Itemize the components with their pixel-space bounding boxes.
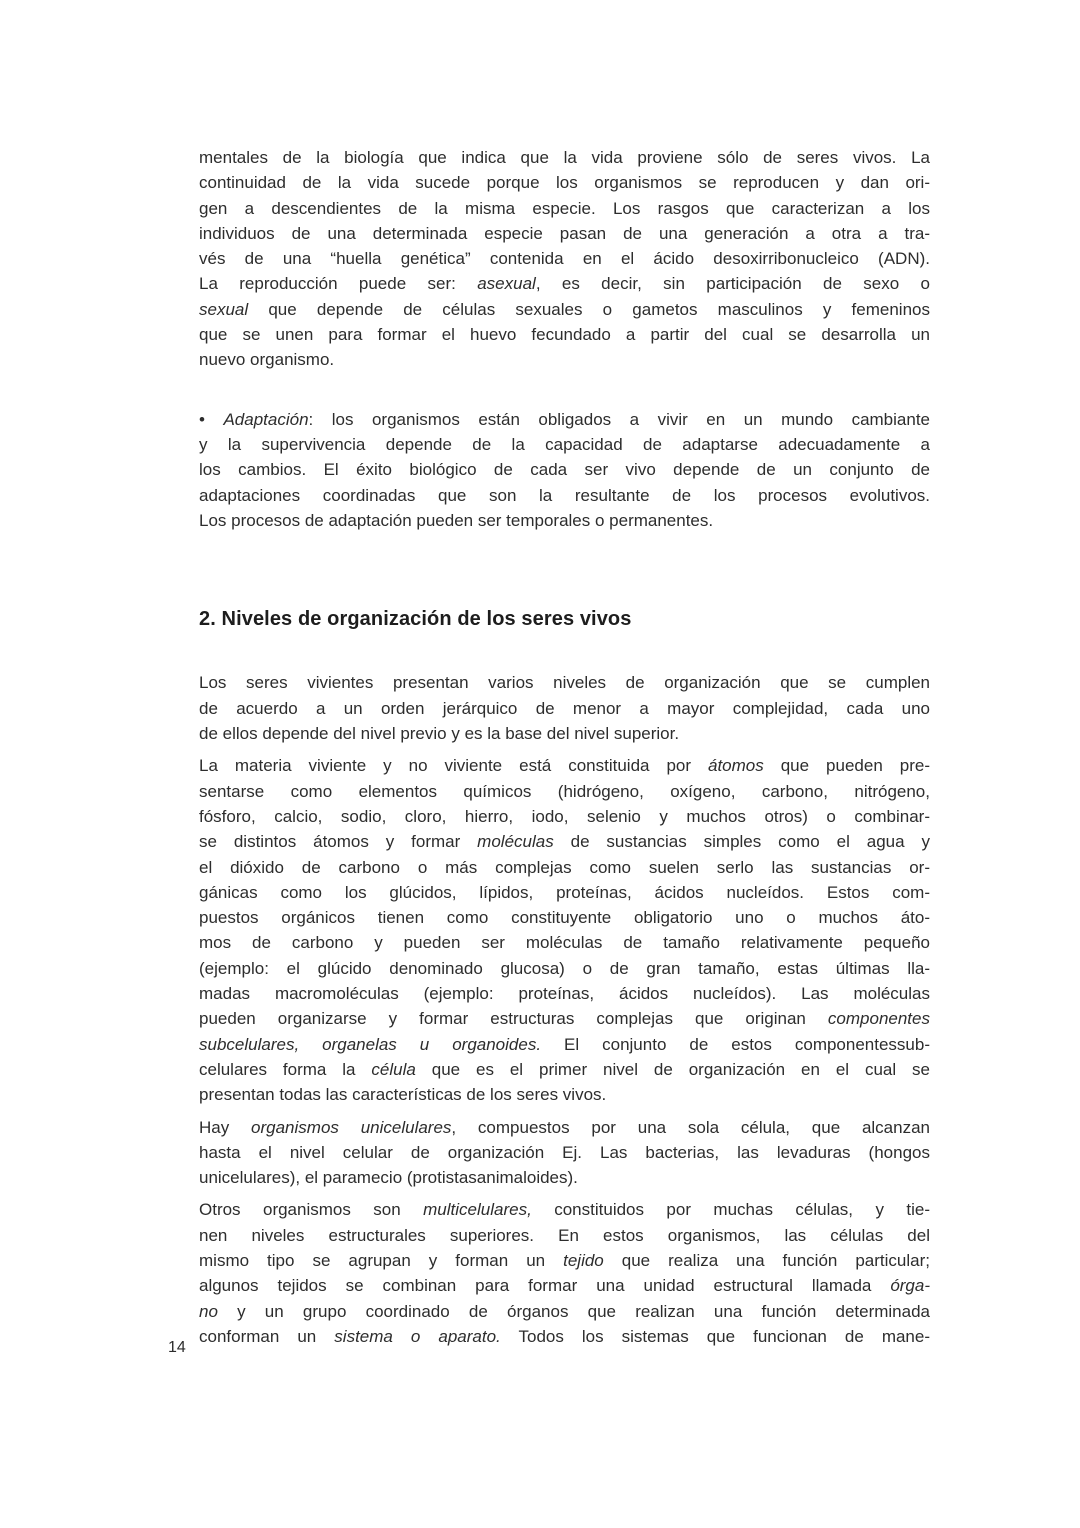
- text-line: [199, 753, 930, 778]
- text-line: [199, 1140, 930, 1165]
- page-number: 14: [168, 1339, 186, 1356]
- body-text: nuevo organismo.: [199, 350, 335, 370]
- body-text: Los procesos de adaptación pueden ser temporales o permanentes.: [199, 510, 714, 530]
- body-text: puestos orgánicos tienen como constituyente obligatorio uno o muchos áto-: [199, 908, 930, 928]
- text-line: [199, 322, 930, 347]
- italic-text: sistema o aparato.: [334, 1326, 501, 1346]
- section-heading-niveles: [199, 607, 930, 632]
- text-line: [199, 981, 930, 1006]
- body-text: que pueden pre-: [763, 756, 930, 776]
- text-line: [199, 804, 930, 829]
- body-text: mismo tipo se agrupan y forman un: [199, 1250, 564, 1270]
- paragraph-multicelulares: [199, 1197, 930, 1349]
- body-text: 2. Niveles de organización de los seres vivos: [199, 608, 632, 631]
- paragraph-niveles-intro: [199, 670, 930, 746]
- body-text: Otros organismos son: [199, 1200, 424, 1220]
- paragraph-unicelulares: [199, 1115, 930, 1191]
- body-text: mentales de la biología que indica que la vida proviene sólo de seres vivos. La: [199, 148, 930, 167]
- text-line: [199, 696, 930, 721]
- body-text: que depende de células sexuales o gametos masculinos y femeninos: [248, 299, 930, 319]
- body-text: conforman un: [199, 1326, 335, 1346]
- body-text: hasta el nivel celular de organización Ej. Las bacterias, las levaduras (hongos: [199, 1142, 930, 1162]
- body-text: El conjunto de estos componentessub-: [541, 1034, 930, 1054]
- body-text: Todos los sistemas que funcionan de mane-: [500, 1326, 930, 1346]
- body-text: adaptaciones coordinadas que son la resultante de los procesos evolutivos.: [199, 485, 930, 505]
- body-text: individuos de una determinada especie pasan de una generación a otra a tra-: [199, 223, 930, 243]
- text-line: [199, 1057, 930, 1082]
- body-text: , compuestos por una sola célula, que alcanzan: [451, 1117, 930, 1137]
- italic-text: subcelulares, organelas u organoides.: [199, 1034, 542, 1054]
- italic-text: multicelulares,: [423, 1200, 532, 1220]
- body-text: : los organismos están obligados a vivir en un mundo cambiante: [308, 409, 930, 429]
- text-line: [199, 347, 930, 372]
- body-text: algunos tejidos se combinan para formar una unidad estructural llamada: [199, 1276, 891, 1296]
- body-text: constituidos por muchas células, y tie-: [531, 1200, 930, 1220]
- paragraph-reproduccion: [199, 145, 930, 373]
- text-line: [199, 145, 930, 170]
- body-text: unicelulares), el paramecio (protistasanimaloides).: [199, 1168, 578, 1188]
- text-line: [199, 297, 930, 322]
- text-line: [199, 221, 930, 246]
- text-line: [199, 930, 930, 955]
- text-line: [199, 779, 930, 804]
- italic-text: moléculas: [477, 832, 554, 852]
- body-text: fósforo, calcio, sodio, cloro, hierro, iodo, selenio y muchos otros) o combinar-: [199, 806, 930, 826]
- body-text: madas macromoléculas (ejemplo: proteínas, ácidos nucleídos). Las moléculas: [199, 984, 930, 1004]
- body-text: de ellos depende del nivel previo y es la base del nivel superior.: [199, 724, 680, 744]
- text-line: [199, 1248, 930, 1273]
- text-line: [199, 1299, 930, 1324]
- body-text: y la supervivencia depende de la capacidad de adaptarse adecuadamente a: [199, 434, 930, 454]
- text-line: [199, 1032, 930, 1057]
- body-text: La materia viviente y no viviente está constituida por: [199, 756, 708, 776]
- body-text: Hay: [199, 1117, 252, 1137]
- body-text: que es el primer nivel de organización en el cual se: [415, 1059, 930, 1079]
- text-line: [199, 1197, 930, 1222]
- italic-text: tejido: [563, 1250, 604, 1270]
- body-text: continuidad de la vida sucede porque los organismos se reproducen y dan ori-: [199, 173, 930, 193]
- italic-text: órga-: [890, 1276, 930, 1296]
- text-line: [199, 1223, 930, 1248]
- text-line: [199, 483, 930, 508]
- text-line: [199, 1165, 930, 1190]
- italic-text: organismos unicelulares: [251, 1117, 452, 1137]
- body-text: (ejemplo: el glúcido denominado glucosa) o de gran tamaño, estas últimas lla-: [199, 958, 930, 978]
- paragraph-atomos-moleculas: [199, 753, 930, 1107]
- text-line: [199, 271, 930, 296]
- text-line: [199, 855, 930, 880]
- text-line: [199, 829, 930, 854]
- body-text: se distintos átomos y formar: [199, 832, 478, 852]
- body-text: el dióxido de carbono o más complejas como suelen serlo las sustancias or-: [199, 857, 930, 877]
- text-line: [199, 457, 930, 482]
- body-text: mos de carbono y pueden ser moléculas de tamaño relativamente pequeño: [199, 933, 930, 953]
- body-text: nen niveles estructurales superiores. En estos organismos, las células del: [199, 1225, 930, 1245]
- text-column: [199, 145, 930, 1356]
- text-line: [199, 956, 930, 981]
- body-text: los cambios. El éxito biológico de cada ser vivo depende de un conjunto de: [199, 460, 930, 480]
- text-line: [199, 880, 930, 905]
- body-text: de acuerdo a un orden jerárquico de menor a mayor complejidad, cada uno: [199, 698, 930, 718]
- body-text: La reproducción puede ser:: [199, 274, 478, 294]
- text-line: [199, 170, 930, 195]
- text-line: [199, 1115, 930, 1140]
- body-text: celulares forma la: [199, 1059, 372, 1079]
- text-line: [199, 508, 930, 533]
- text-line: [199, 1082, 930, 1107]
- italic-text: no: [199, 1301, 218, 1321]
- text-line: [199, 607, 930, 632]
- text-line: [199, 670, 930, 695]
- text-line: [199, 196, 930, 221]
- body-text: y un grupo coordinado de órganos que realizan una función determinada: [217, 1301, 930, 1321]
- body-text: vés de una “huella genética” contenida en el ácido desoxirribonucleico (ADN).: [199, 249, 930, 269]
- text-line: [199, 246, 930, 271]
- text-line: [199, 432, 930, 457]
- bullet-adaptacion: [199, 407, 930, 533]
- italic-text: asexual: [477, 274, 536, 294]
- italic-text: componentes: [827, 1009, 930, 1029]
- text-line: [199, 1324, 930, 1349]
- text-line: [199, 407, 930, 432]
- italic-text: célula: [371, 1059, 416, 1079]
- text-line: [199, 1006, 930, 1031]
- body-text: , es decir, sin participación de sexo o: [535, 274, 930, 294]
- italic-text: sexual: [199, 299, 249, 319]
- text-line: [199, 721, 930, 746]
- body-text: Los seres vivientes presentan varios niveles de organización que se cumplen: [199, 673, 930, 693]
- body-text: gánicas como los glúcidos, lípidos, proteínas, ácidos nucleídos. Estos com-: [199, 882, 930, 902]
- body-text: de sustancias simples como el agua y: [553, 832, 930, 852]
- body-text: que realiza una función particular;: [603, 1250, 930, 1270]
- text-line: [199, 1273, 930, 1298]
- body-text: presentan todas las características de los seres vivos.: [199, 1085, 607, 1105]
- body-text: gen a descendientes de la misma especie. Los rasgos que caracterizan a los: [199, 198, 930, 218]
- italic-text: Adaptación: [223, 409, 309, 429]
- body-text: que se unen para formar el huevo fecundado a partir del cual se desarrolla un: [199, 325, 930, 345]
- italic-text: átomos: [708, 756, 764, 776]
- text-line: [199, 905, 930, 930]
- body-text: sentarse como elementos químicos (hidrógeno, oxígeno, carbono, nitrógeno,: [199, 781, 930, 801]
- body-text: pueden organizarse y formar estructuras complejas que originan: [199, 1009, 828, 1029]
- body-text: •: [199, 409, 224, 429]
